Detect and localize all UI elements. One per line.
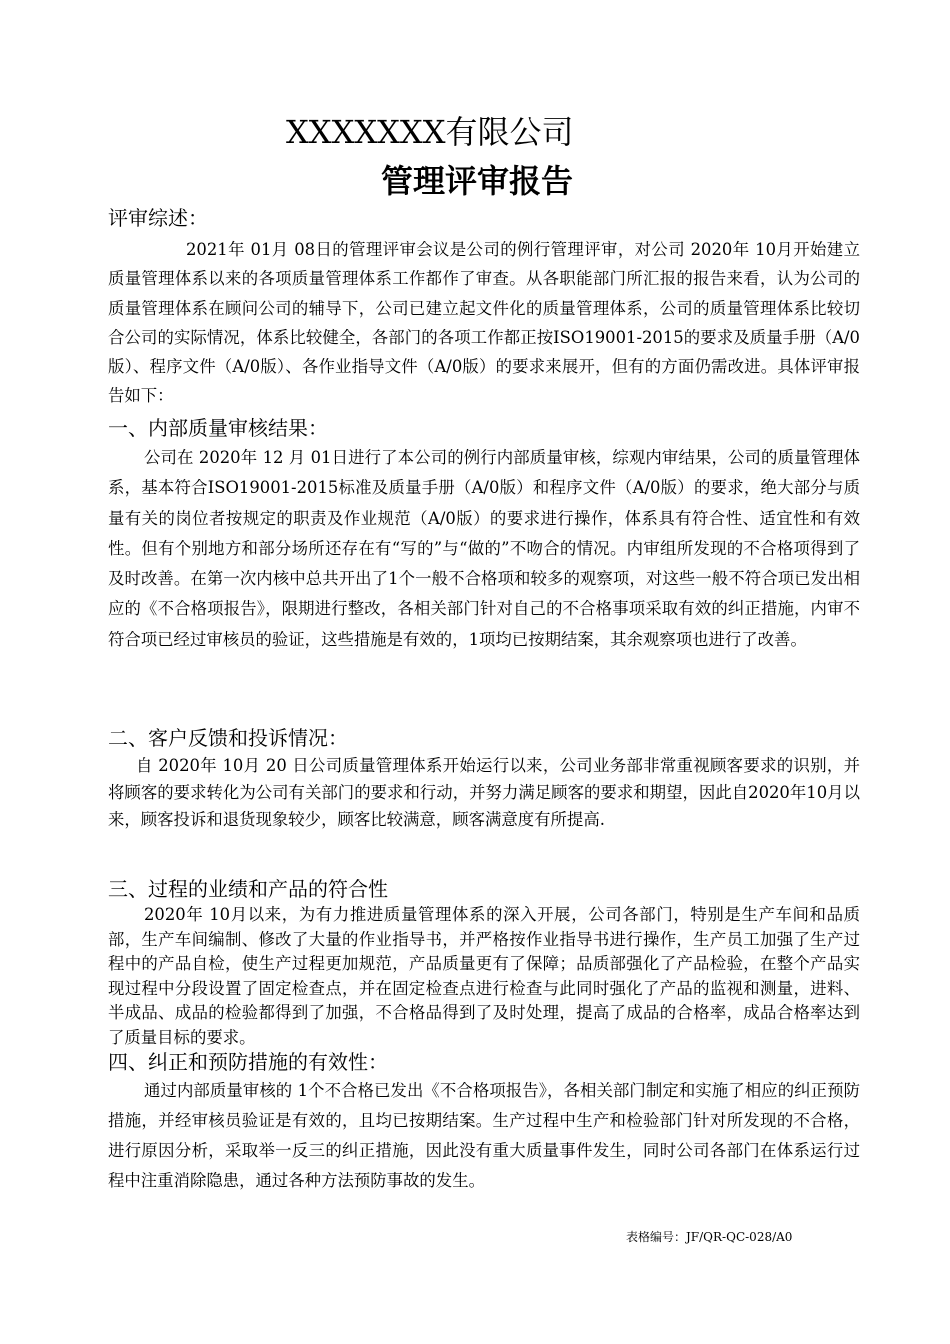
section-heading-process-performance: 三、过程的业绩和产品的符合性: [108, 877, 388, 901]
company-title: XXXXXXX有限公司: [286, 113, 574, 151]
section-heading-customer-feedback: 二、客户反馈和投诉情况：: [108, 726, 348, 750]
section-body-process-performance: 2020年 10月以来，为有力推进质量管理体系的深入开展，公司各部门，特别是生产车间和品质部，生产车间编制、修改了大量的作业指导书，并严格按作业指导书进行操作，生产员工加强了生产过程中的产品自检，使生产过程更加规范，产品质量更有了保障；品质部强化了产品检验，在整个产品实现过程中分段设置了固定检查点，并在固定检查点进行检查与此同时强化了产品的监视和测量，进料、半成品、成品的检验都得到了加强，不合格品得到了及时处理，提高了成品的合格率，成品合格率达到了质量目标的要求。: [108, 905, 860, 1047]
section-heading-corrective-actions: 四、纠正和预防措施的有效性：: [108, 1050, 388, 1074]
section-body-corrective-actions: 通过内部质量审核的 1个不合格已发出《不合格项报告》，各相关部门制定和实施了相应的纠正预防措施，并经审核员验证是有效的，且均已按期结案。生产过程中生产和检验部门针对所发现的不合格，进行原因分析，采取举一反三的纠正措施，因此没有重大质量事件发生，同时公司各部门在体系运行过程中注重消除隐患，通过各种方法预防事故的发生。: [108, 1081, 860, 1190]
section-body-internal-audit: 公司在 2020年 12 月 01日进行了本公司的例行内部质量审核，综观内审结果，公司的质量管理体系，基本符合ISO19001-2015标准及质量手册（A/0版）和程序文件（A/0版）的要求，绝大部分与质量有关的岗位者按规定的职责及作业规范（A/0版）的要求进行操作，体系具有符合性、适宜性和有效性。但有个别地方和部分场所还存在有“写的”与“做的”不吻合的情况。内审组所发现的不合格项得到了及时改善。在第一次内核中总共开出了1个一般不合格项和较多的观察项，对这些一般不符合项已发出相应的《不合格项报告》，限期进行整改，各相关部门针对自己的不合格事项采取有效的纠正措施，内审不符合项已经过审核员的验证，这些措施是有效的，1项均已按期结案，其余观察项也进行了改善。: [108, 448, 860, 649]
form-number: 表格编号：JF/QR-QC-028/A0: [626, 1230, 793, 1244]
section-body-overview: 2021年 01月 08日的管理评审会议是公司的例行管理评审，对公司 2020年 10月开始建立质量管理体系以来的各项质量管理体系工作都作了审查。从各职能部门所汇报的报告来看，认为公司的质量管理体系在顾问公司的辅导下，公司已建立起文件化的质量管理体系，公司的质量管理体系比较切合公司的实际情况，体系比较健全，各部门的各项工作都正按ISO19001-2015的要求及质量手册（A/0版）、程序文件（A/0版）、各作业指导文件（A/0版）的要求来展开，但有的方面仍需改进。具体评审报告如下：: [108, 240, 860, 406]
section-heading-internal-audit: 一、内部质量审核结果：: [108, 416, 328, 440]
section-heading-overview: 评审综述：: [108, 206, 208, 230]
report-title: 管理评审报告: [381, 162, 574, 200]
section-body-customer-feedback: 自 2020年 10月 20 日公司质量管理体系开始运行以来，公司业务部非常重视顾客要求的识别，并将顾客的要求转化为公司有关部门的要求和行动，并努力满足顾客的要求和期望，因此自2020年10月以来，顾客投诉和退货现象较少，顾客比较满意，顾客满意度有所提高.: [108, 756, 860, 829]
